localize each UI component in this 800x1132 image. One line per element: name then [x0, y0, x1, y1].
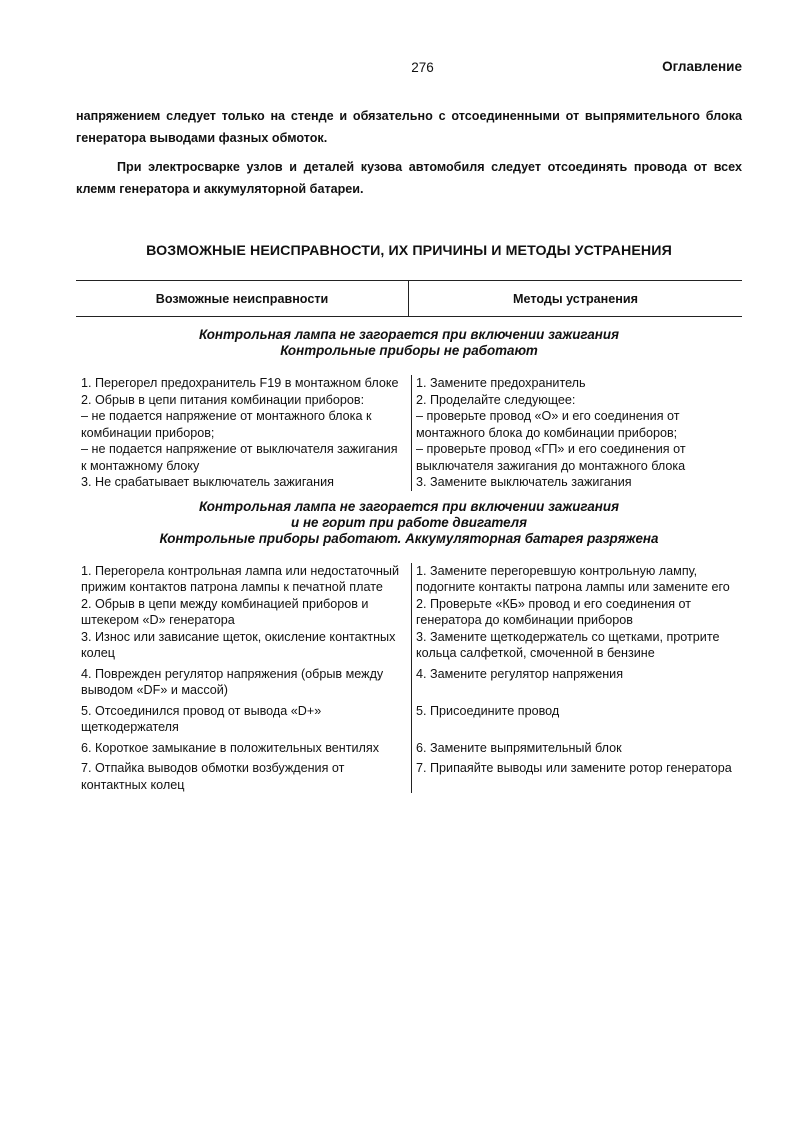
fault-cell: 1. Перегорела контрольная лампа или недостаточный прижим контактов патрона лампы к печатной плате — [81, 563, 400, 594]
troubleshooting-table — [76, 280, 742, 793]
intro-paragraph-2: При электросварке узлов и деталей кузова автомобиля следует отсоединять провода от всех клемм генератора и аккумуляторной батареи. — [76, 160, 742, 196]
table-row — [76, 392, 742, 409]
table-row — [76, 703, 742, 740]
group-rows — [76, 563, 742, 794]
fix-cell: 2. Проделайте следующее: — [411, 392, 742, 409]
header-methods: Методы устранения — [513, 291, 638, 306]
table-row — [76, 408, 742, 441]
fault-cell: – не подается напряжение от монтажного блока к комбинации приборов; — [81, 409, 372, 440]
fix-cell: 7. Припаяйте выводы или замените ротор генератора — [411, 760, 742, 793]
group-rows — [76, 375, 742, 491]
intro-text — [76, 106, 742, 200]
fault-cell: 7. Отпайка выводов обмотки возбуждения от контактных колец — [81, 761, 345, 792]
intro-paragraph-1: напряжением следует только на стенде и обязательно с отсоединенными от выпрямительного блока генератора выводами фазных обмоток. — [76, 109, 742, 145]
table-header — [76, 281, 742, 317]
table-row — [76, 740, 742, 761]
header-faults: Возможные неисправности — [76, 281, 409, 316]
fix-cell: – проверьте провод «ГП» и его соединения от выключателя зажигания до монтажного блока — [411, 441, 742, 474]
table-row — [76, 474, 742, 491]
fault-cell: 2. Обрыв в цепи между комбинацией приборов и штекером «D» генератора — [81, 596, 369, 627]
running-header-title: Оглавление — [662, 59, 742, 74]
fault-cell: – не подается напряжение от выключателя зажигания к монтажному блоку — [81, 442, 398, 473]
table-row — [76, 596, 742, 629]
table-row — [76, 629, 742, 666]
group-title-line: Контрольная лампа не загорается при включении зажигания — [199, 498, 619, 514]
table-row — [76, 441, 742, 474]
fault-cell: 3. Не срабатывает выключатель зажигания — [81, 475, 334, 489]
table-row — [76, 666, 742, 703]
fix-cell: 1. Замените перегоревшую контрольную лампу, подогните контакты патрона лампы или замените его — [411, 563, 742, 596]
fix-cell: 3. Замените выключатель зажигания — [411, 474, 742, 491]
group-title-line: Контрольные приборы не работают — [280, 343, 538, 358]
fix-cell: – проверьте провод «О» и его соединения от монтажного блока до комбинации приборов; — [411, 408, 742, 441]
fault-cell: 6. Короткое замыкание в положительных вентилях — [81, 740, 380, 755]
fix-cell: 4. Замените регулятор напряжения — [411, 666, 742, 703]
fix-cell: 1. Замените предохранитель — [411, 375, 742, 392]
group-title-line: Контрольная лампа не загорается при включении зажигания — [199, 327, 619, 342]
table-row — [76, 760, 742, 793]
fault-cell: 5. Отсоединился провод от вывода «D+» щеткодержателя — [81, 703, 322, 734]
fault-cell: 1. Перегорел предохранитель F19 в монтажном блоке — [81, 376, 399, 390]
group-title-line: Контрольные приборы работают. Аккумуляторная батарея разряжена — [159, 530, 659, 546]
table-row — [76, 375, 742, 392]
fault-cell: 3. Износ или зависание щеток, окисление контактных колец — [81, 629, 396, 660]
fix-cell: 6. Замените выпрямительный блок — [411, 740, 742, 761]
table-row — [76, 563, 742, 596]
section-heading: ВОЗМОЖНЫЕ НЕИСПРАВНОСТИ, ИХ ПРИЧИНЫ И МЕТОДЫ УСТРАНЕНИЯ — [146, 243, 672, 259]
group-title — [76, 499, 742, 547]
fault-cell: 4. Поврежден регулятор напряжения (обрыв между выводом «DF» и массой) — [81, 666, 384, 697]
fix-cell: 5. Присоедините провод — [411, 703, 742, 740]
fix-cell: 3. Замените щеткодержатель со щетками, протрите кольца салфеткой, смоченной в бензине — [411, 629, 742, 666]
group-title-line: и не горит при работе двигателя — [291, 514, 527, 530]
fix-cell: 2. Проверьте «КБ» провод и его соединения от генератора до комбинации приборов — [411, 596, 742, 629]
group-title — [76, 327, 742, 359]
fault-cell: 2. Обрыв в цепи питания комбинации приборов: — [81, 392, 365, 407]
page-number: 276 — [411, 60, 434, 75]
